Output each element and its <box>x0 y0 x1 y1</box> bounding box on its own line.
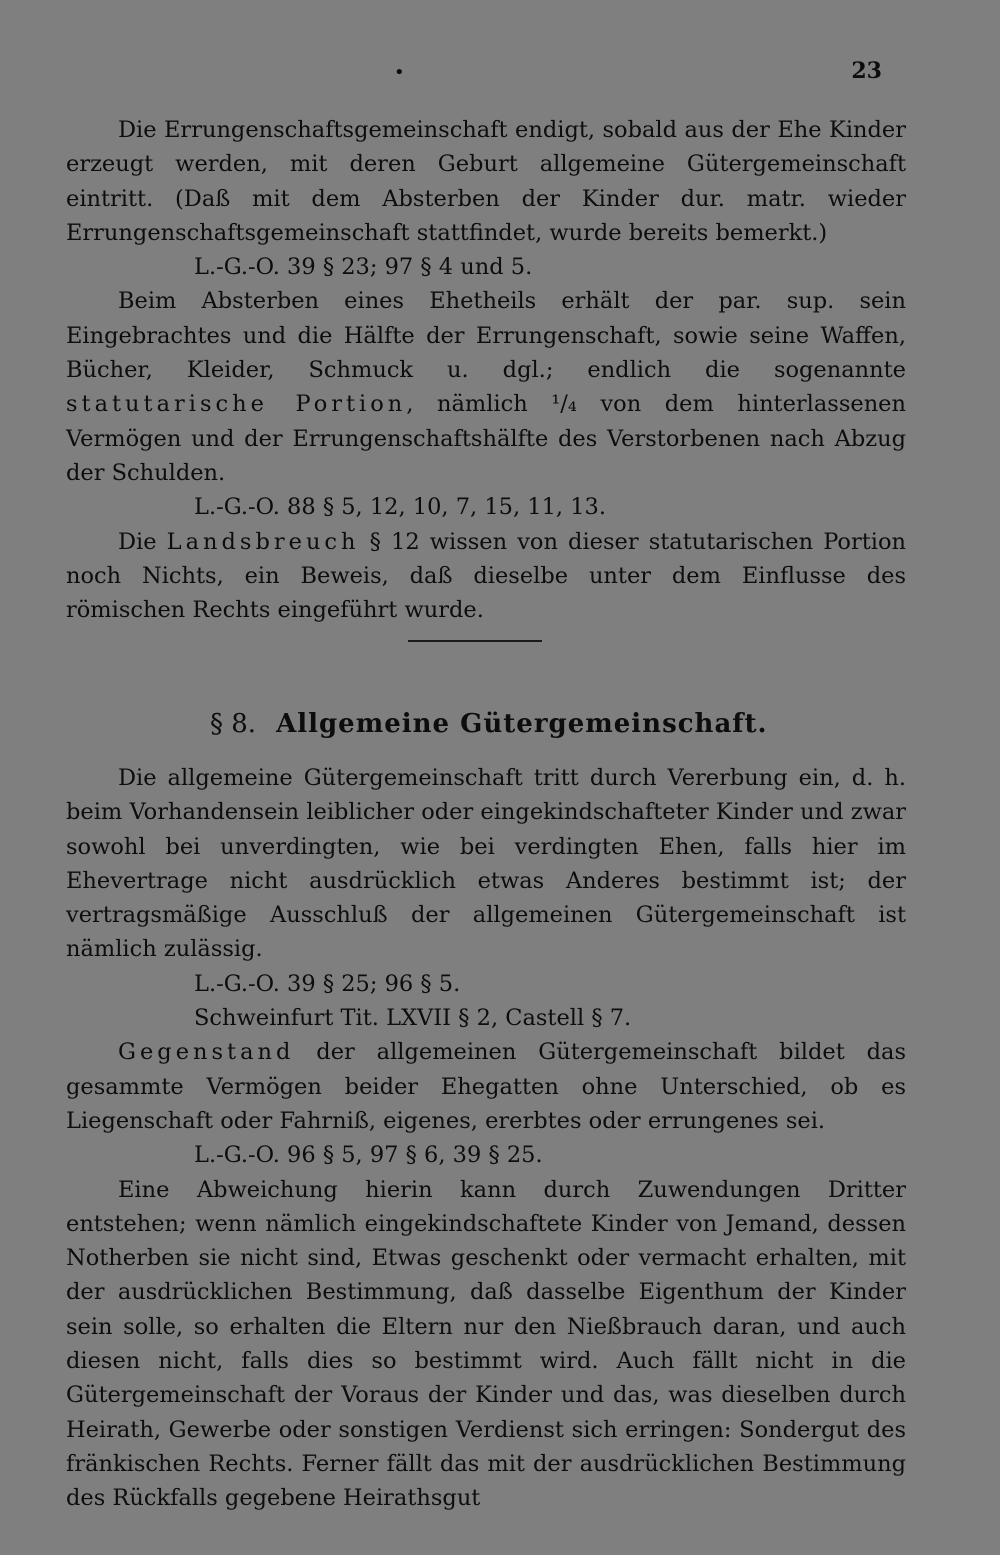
text-block-errungenschaft <box>66 113 906 627</box>
section-title: Allgemeine Gütergemeinschaft. <box>276 709 768 739</box>
page-number: 23 <box>851 58 882 84</box>
section-heading <box>210 706 768 742</box>
section-number: § 8. <box>210 709 257 739</box>
paragraph-text: , nämlich ¹/₄ von dem hinterlassenen Vermögen und der Errungenschaftshälfte des Verstorbenen nach Abzug der Schulden. <box>66 391 906 486</box>
paragraph-abweichung: Eine Abweichung hierin kann durch Zuwendungen Dritter entstehen; wenn nämlich eingekindschaftete Kinder von Jemand, dessen Notherben sie nicht sind, Etwas geschenkt oder vermacht erhalten, mit der ausdrücklichen Bestimmung, daß dasselbe Eigenthum der Kinder sein solle, so erhalten die Eltern nur den Nießbrauch daran, und auch diesen nicht, falls dies so bestimmt wird. Auch fällt nicht in die Gütergemeinschaft der Voraus der Kinder und das, was dieselben durch Heirath, Gewerbe oder sonstigen Verdienst sich erringen: Sondergut des fränkischen Rechts. Ferner fällt das mit der ausdrücklichen Bestimmung des Rückfalls gegebene Heirathsgut <box>66 1176 906 1512</box>
section-divider <box>408 640 542 642</box>
legal-reference: L.-G.-O. 96 § 5, 97 § 6, 39 § 25. <box>194 1142 543 1169</box>
paragraph-absterben <box>66 284 906 490</box>
paragraph-vererbung: Die allgemeine Gütergemeinschaft tritt durch Vererbung ein, d. h. beim Vorhandensein leiblicher oder eingekindschafteter Kinder und zwar sowohl bei unverdingten, wie bei verdingten Ehen, falls hier im Ehevertrage nicht ausdrücklich etwas Anderes bestimmt ist; der vertragsmäßige Ausschluß der allgemeinen Gütergemeinschaft ist nämlich zulässig. <box>66 765 906 963</box>
paragraph-text: Beim Absterben eines Ehetheils erhält der par. sup. sein Eingebrachtes und die Hälfte der Errungenschaft, sowie seine Waffen, Bücher, Kleider, Schmuck u. dgl.; endlich die sogenannte <box>66 288 906 384</box>
paragraph-errungenschaft-end: Die Errungenschaftsgemeinschaft endigt, sobald aus der Ehe Kinder erzeugt werden, mit deren Geburt allgemeine Gütergemeinschaft eintritt. (Daß mit dem Absterben der Kinder dur. matr. wieder Errungenschaftsgemeinschaft stattfindet, wurde bereits bemerkt.) <box>66 117 906 246</box>
legal-reference: Schweinfurt Tit. LXVII § 2, Castell § 7. <box>194 1005 632 1032</box>
paragraph-text: Die <box>118 528 167 555</box>
paragraph-text: der allgemeinen Gütergemeinschaft bildet das gesammte Vermögen beider Ehegatten ohne Unterschied, ob es Liegenschaft oder Fahrniß, eigenes, ererbtes oder errungenes sei. <box>66 1039 906 1134</box>
paragraph-gegenstand <box>66 1035 906 1138</box>
emphasized-term: statutarische Portion <box>66 391 407 418</box>
legal-reference: L.-G.-O. 88 § 5, 12, 10, 7, 15, 11, 13. <box>194 494 606 521</box>
legal-reference: L.-G.-O. 39 § 23; 97 § 4 und 5. <box>194 254 533 281</box>
text-block-guetergemeinschaft <box>66 761 906 1516</box>
emphasized-term: Landsbreuch <box>166 528 360 555</box>
print-mark: • <box>394 62 405 83</box>
paragraph-text: § 12 wissen von dieser statutarischen Portion noch Nichts, ein Beweis, daß dieselbe unter dem Einflusse des römischen Rechts eingeführt wurde. <box>66 528 907 624</box>
legal-reference: L.-G.-O. 39 § 25; 96 § 5. <box>194 970 461 997</box>
emphasized-term: Gegenstand <box>118 1039 295 1066</box>
paragraph-landsbreuch <box>66 525 906 628</box>
